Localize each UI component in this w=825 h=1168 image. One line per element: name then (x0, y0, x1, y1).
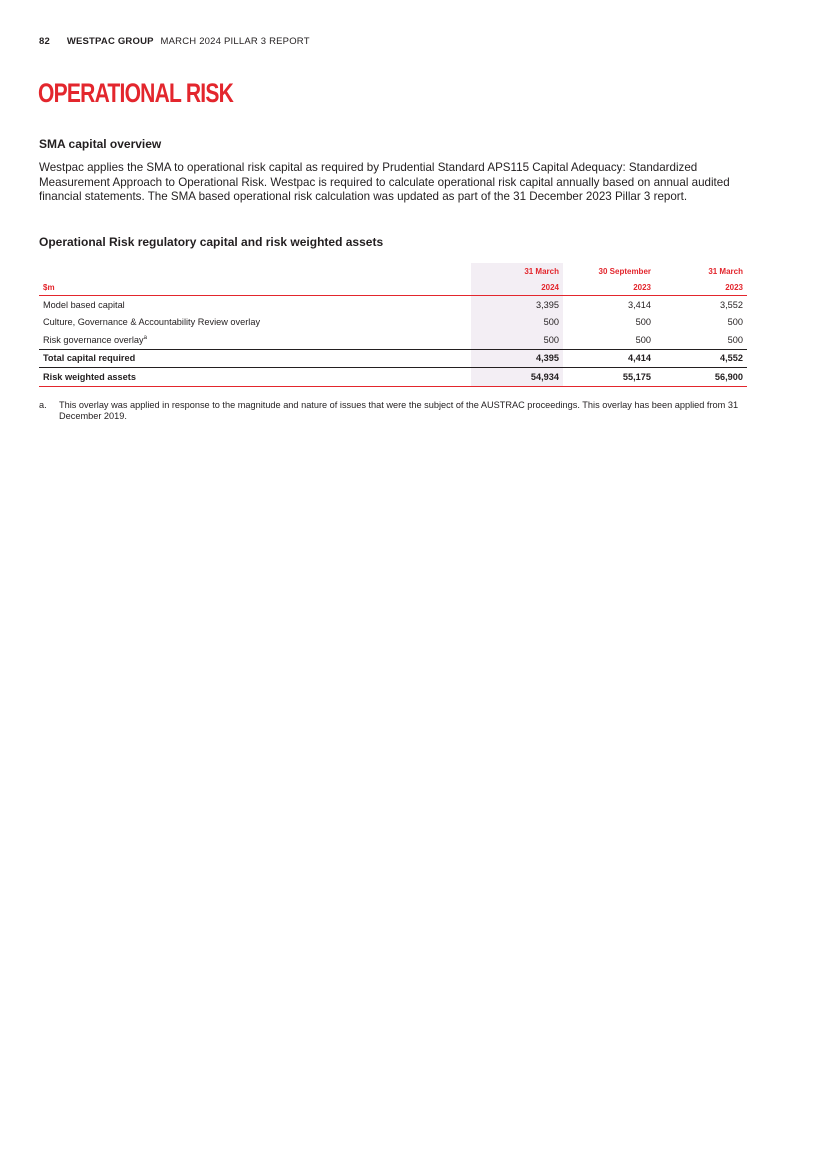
column-header-line1: 31 March (708, 266, 743, 276)
column-header-line1: 30 September (598, 266, 651, 276)
table-header-row-2 (39, 279, 747, 296)
row-label: Model based capital (43, 299, 125, 310)
footnote-text: This overlay was applied in response to the magnitude and nature of issues that were the subject of the AUSTRAC proceedings. This overlay has been applied from 31 December 2019. (59, 400, 739, 421)
cell-value: 500 (635, 317, 651, 328)
table-row (39, 331, 747, 349)
total-row (39, 349, 747, 368)
cell-value: 55,175 (563, 368, 655, 387)
cell-value: 3,552 (720, 299, 743, 310)
cell-value: 3,414 (628, 299, 651, 310)
table-header-row-1 (39, 263, 747, 279)
row-label: Culture, Governance & Accountability Review overlay (43, 317, 261, 328)
cell-value: 500 (727, 334, 743, 345)
page-header (39, 36, 310, 47)
capital-table (39, 263, 747, 387)
cell-value: 4,414 (563, 349, 655, 368)
table-row (39, 296, 747, 314)
column-header-line2: 2023 (655, 279, 747, 296)
row-label: Risk weighted assets (39, 368, 471, 387)
cell-value: 3,395 (471, 296, 563, 314)
cell-value: 500 (635, 334, 651, 345)
row-label-cell (39, 331, 471, 349)
section-body: Westpac applies the SMA to operational risk capital as required by Prudential Standard APS115 Capital Adequacy: Standardized Measurement Approach to Operational Risk. Westpac is required to calculate operational risk capital annually based on annual audited financial statements. The SMA based operational risk calculation was updated as part of the 31 December 2023 Pillar 3 report. (39, 161, 730, 203)
section-heading: SMA capital overview (39, 137, 162, 151)
row-label: Total capital required (39, 349, 471, 368)
page-title: OPERATIONAL RISK (38, 78, 234, 108)
unit-label: $m (39, 279, 471, 296)
cell-value: 500 (727, 317, 743, 328)
rwa-row (39, 368, 747, 387)
page-number: 82 (39, 36, 50, 47)
cell-value: 56,900 (655, 368, 747, 387)
cell-value: 500 (471, 331, 563, 349)
cell-value: 500 (471, 314, 563, 332)
report-name: MARCH 2024 PILLAR 3 REPORT (160, 36, 310, 47)
footnote-marker-ref: a (143, 334, 147, 341)
column-header-line2: 2023 (563, 279, 655, 296)
footnote-marker: a. (39, 400, 47, 410)
organisation-name: WESTPAC GROUP (66, 36, 154, 47)
row-label: Risk governance overlay (43, 334, 144, 345)
cell-value: 4,395 (471, 349, 563, 368)
column-header-line2: 2024 (471, 279, 563, 296)
table-heading: Operational Risk regulatory capital and risk weighted assets (39, 235, 384, 249)
column-header-line1: 31 March (471, 263, 563, 279)
footnote (39, 400, 739, 422)
table-row (39, 314, 747, 332)
cell-value: 4,552 (655, 349, 747, 368)
cell-value: 54,934 (471, 368, 563, 387)
